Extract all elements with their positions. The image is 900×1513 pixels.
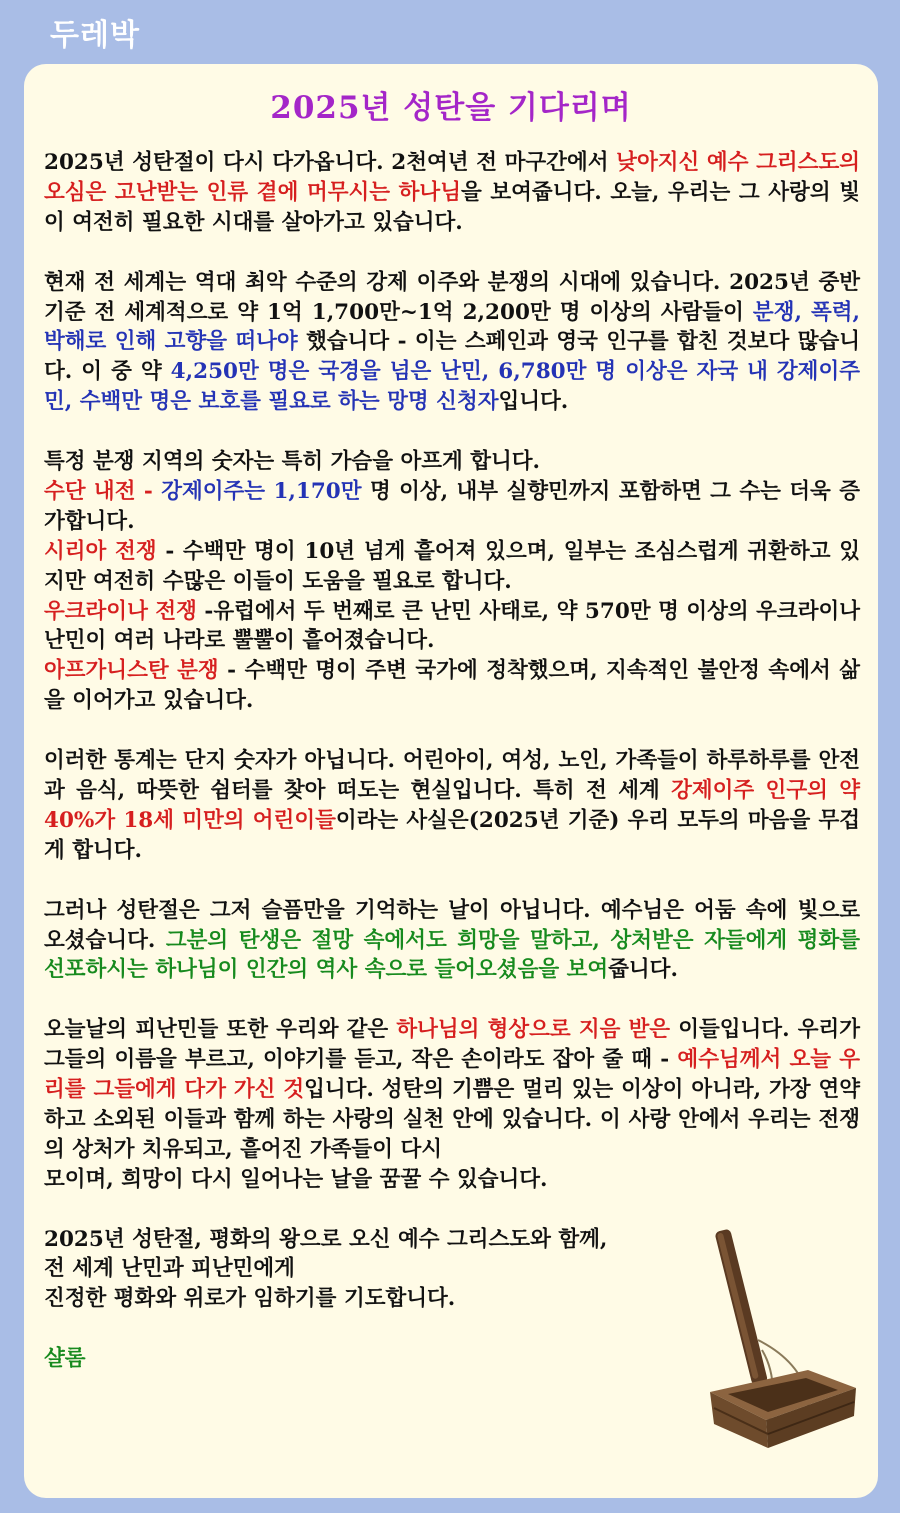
text: 입니다. 성탄의 기쁨은 멀리 있는 이상이 아니라, 가장 연약하고 소외된 이들과 함께 하는 사랑의 실천 안에 있습니다. 이 사랑 안에서 우리는 전쟁의 상처가 치유되고, 흩어진 가족들이 다시 [44, 1077, 860, 1162]
text: 줍니다. [608, 957, 678, 983]
text: 했습니다 - 이는 스페인과 영국 인구를 합친 것보다 많습니다. 이 중 약 [44, 329, 861, 385]
prayer-line-1: 2025년 성탄절, 평화의 왕으로 오신 예수 그리스도와 함께, [44, 1226, 608, 1252]
closing-shalom: 샬롬 [44, 1346, 86, 1372]
prayer-line-2: 전 세계 난민과 피난민에게 [44, 1256, 295, 1282]
text: 오늘날의 피난민들 또한 우리와 같은 [44, 1017, 397, 1043]
article-body [44, 148, 860, 1374]
highlight-red: 강제이주 인구의 약 40%가 18세 미만의 어린이들 [44, 777, 860, 833]
region-sudan [44, 477, 860, 537]
page-title: 2025년 성탄을 기다리며 [270, 90, 632, 126]
highlight-blue: 강제이주는 1,170만 [161, 478, 362, 504]
text: 현재 전 세계는 역대 최악 수준의 강제 이주와 분쟁의 시대에 있습니다. 2025년 중반 기준 전 세계적으로 약 1억 1,700만~1억 2,200만 명 이상의 사람들이 [44, 269, 860, 325]
paragraph-3-intro: 특정 분쟁 지역의 숫자는 특히 가슴을 아프게 합니다. [44, 449, 541, 475]
paragraph-4 [44, 746, 860, 866]
text: 입니다. [498, 389, 569, 415]
text: - 수백만 명이 주변 국가에 정착했으며, 지속적인 불안정 속에서 삶을 이어가고 있습니다. [44, 658, 860, 714]
dash: - [135, 478, 162, 504]
text: 그러나 성탄절은 그저 슬픔만을 기억하는 날이 아닙니다. 예수님은 어둠 속에 빛으로 오셨습니다. [44, 897, 860, 953]
paragraph-1 [44, 148, 860, 238]
text: 이들입니다. 우리가 그들의 이름을 부르고, 이야기를 듣고, 작은 손이라도 잡아 줄 때 - [44, 1017, 861, 1073]
text: - 수백만 명이 10년 넘게 흩어져 있으며, 일부는 조심스럽게 귀환하고 있지만 여전히 수많은 이들이 도움을 필요로 합니다. [44, 538, 860, 594]
region-ukraine [44, 597, 860, 657]
text: -유럽에서 두 번째로 큰 난민 사태로, 약 570만 명 이상의 우크라이나 난민이 여러 나라로 뿔뿔이 흩어졌습니다. [44, 598, 861, 654]
text: 이러한 통계는 단지 숫자가 아닙니다. 어린아이, 여성, 노인, 가족들이 하루하루를 안전과 음식, 따뜻한 쉼터를 찾아 떠도는 현실입니다. 특히 전 세계 [44, 748, 860, 803]
highlight-green: 그분의 탄생은 절망 속에서도 희망을 말하고, 상처받은 자들에게 평화를 선포하시는 하나님이 인간의 역사 속으로 들어오셨음을 보여 [44, 927, 860, 983]
paragraph-6-end: 모이며, 희망이 다시 일어나는 날을 꿈꿀 수 있습니다. [44, 1166, 548, 1192]
highlight-red: 예수님께서 오늘 우리를 그들에게 다가 가신 것 [44, 1047, 860, 1103]
prayer-line-3: 진정한 평화와 위로가 임하기를 기도합니다. [44, 1286, 456, 1312]
region-name: 시리아 전쟁 [44, 538, 157, 564]
paragraph-5 [44, 896, 860, 986]
highlight-blue: 분쟁, 폭력, 박해로 인해 고향을 떠나야 [44, 299, 860, 355]
region-name: 아프가니스탄 분쟁 [44, 658, 219, 684]
text: 을 보여줍니다. 오늘, 우리는 그 사랑의 빛이 여전히 필요한 시대를 살아가고 있습니다. [44, 179, 860, 235]
highlight-blue: 4,250만 명은 국경을 넘은 난민, 6,780만 명 이상은 자국 내 강제이주민, 수백만 명은 보호를 필요로 하는 망명 신청자 [44, 359, 860, 415]
text: 명 이상, 내부 실향민까지 포함하면 그 수는 더욱 증가합니다. [44, 478, 860, 534]
wooden-well-bucket-icon [688, 1220, 868, 1450]
paragraph-2 [44, 268, 860, 418]
text: 2025년 성탄절이 다시 다가옵니다. 2천여년 전 마구간에서 [44, 150, 617, 175]
text: 이라는 사실은(2025년 기준) 우리 모두의 마음을 무겁게 합니다. [44, 807, 860, 863]
highlight-red: 낮아지신 예수 그리스도의 오심은 고난받는 인류 곁에 머무시는 하나님 [44, 150, 860, 205]
header-label: 두레박 [50, 18, 140, 53]
region-afghanistan [44, 656, 860, 716]
region-syria [44, 537, 860, 597]
paragraph-6 [44, 1015, 860, 1165]
highlight-red: 하나님의 형상으로 지음 받은 [396, 1017, 671, 1043]
region-name: 수단 내전 [44, 478, 136, 504]
region-name: 우크라이나 전쟁 [44, 598, 197, 624]
